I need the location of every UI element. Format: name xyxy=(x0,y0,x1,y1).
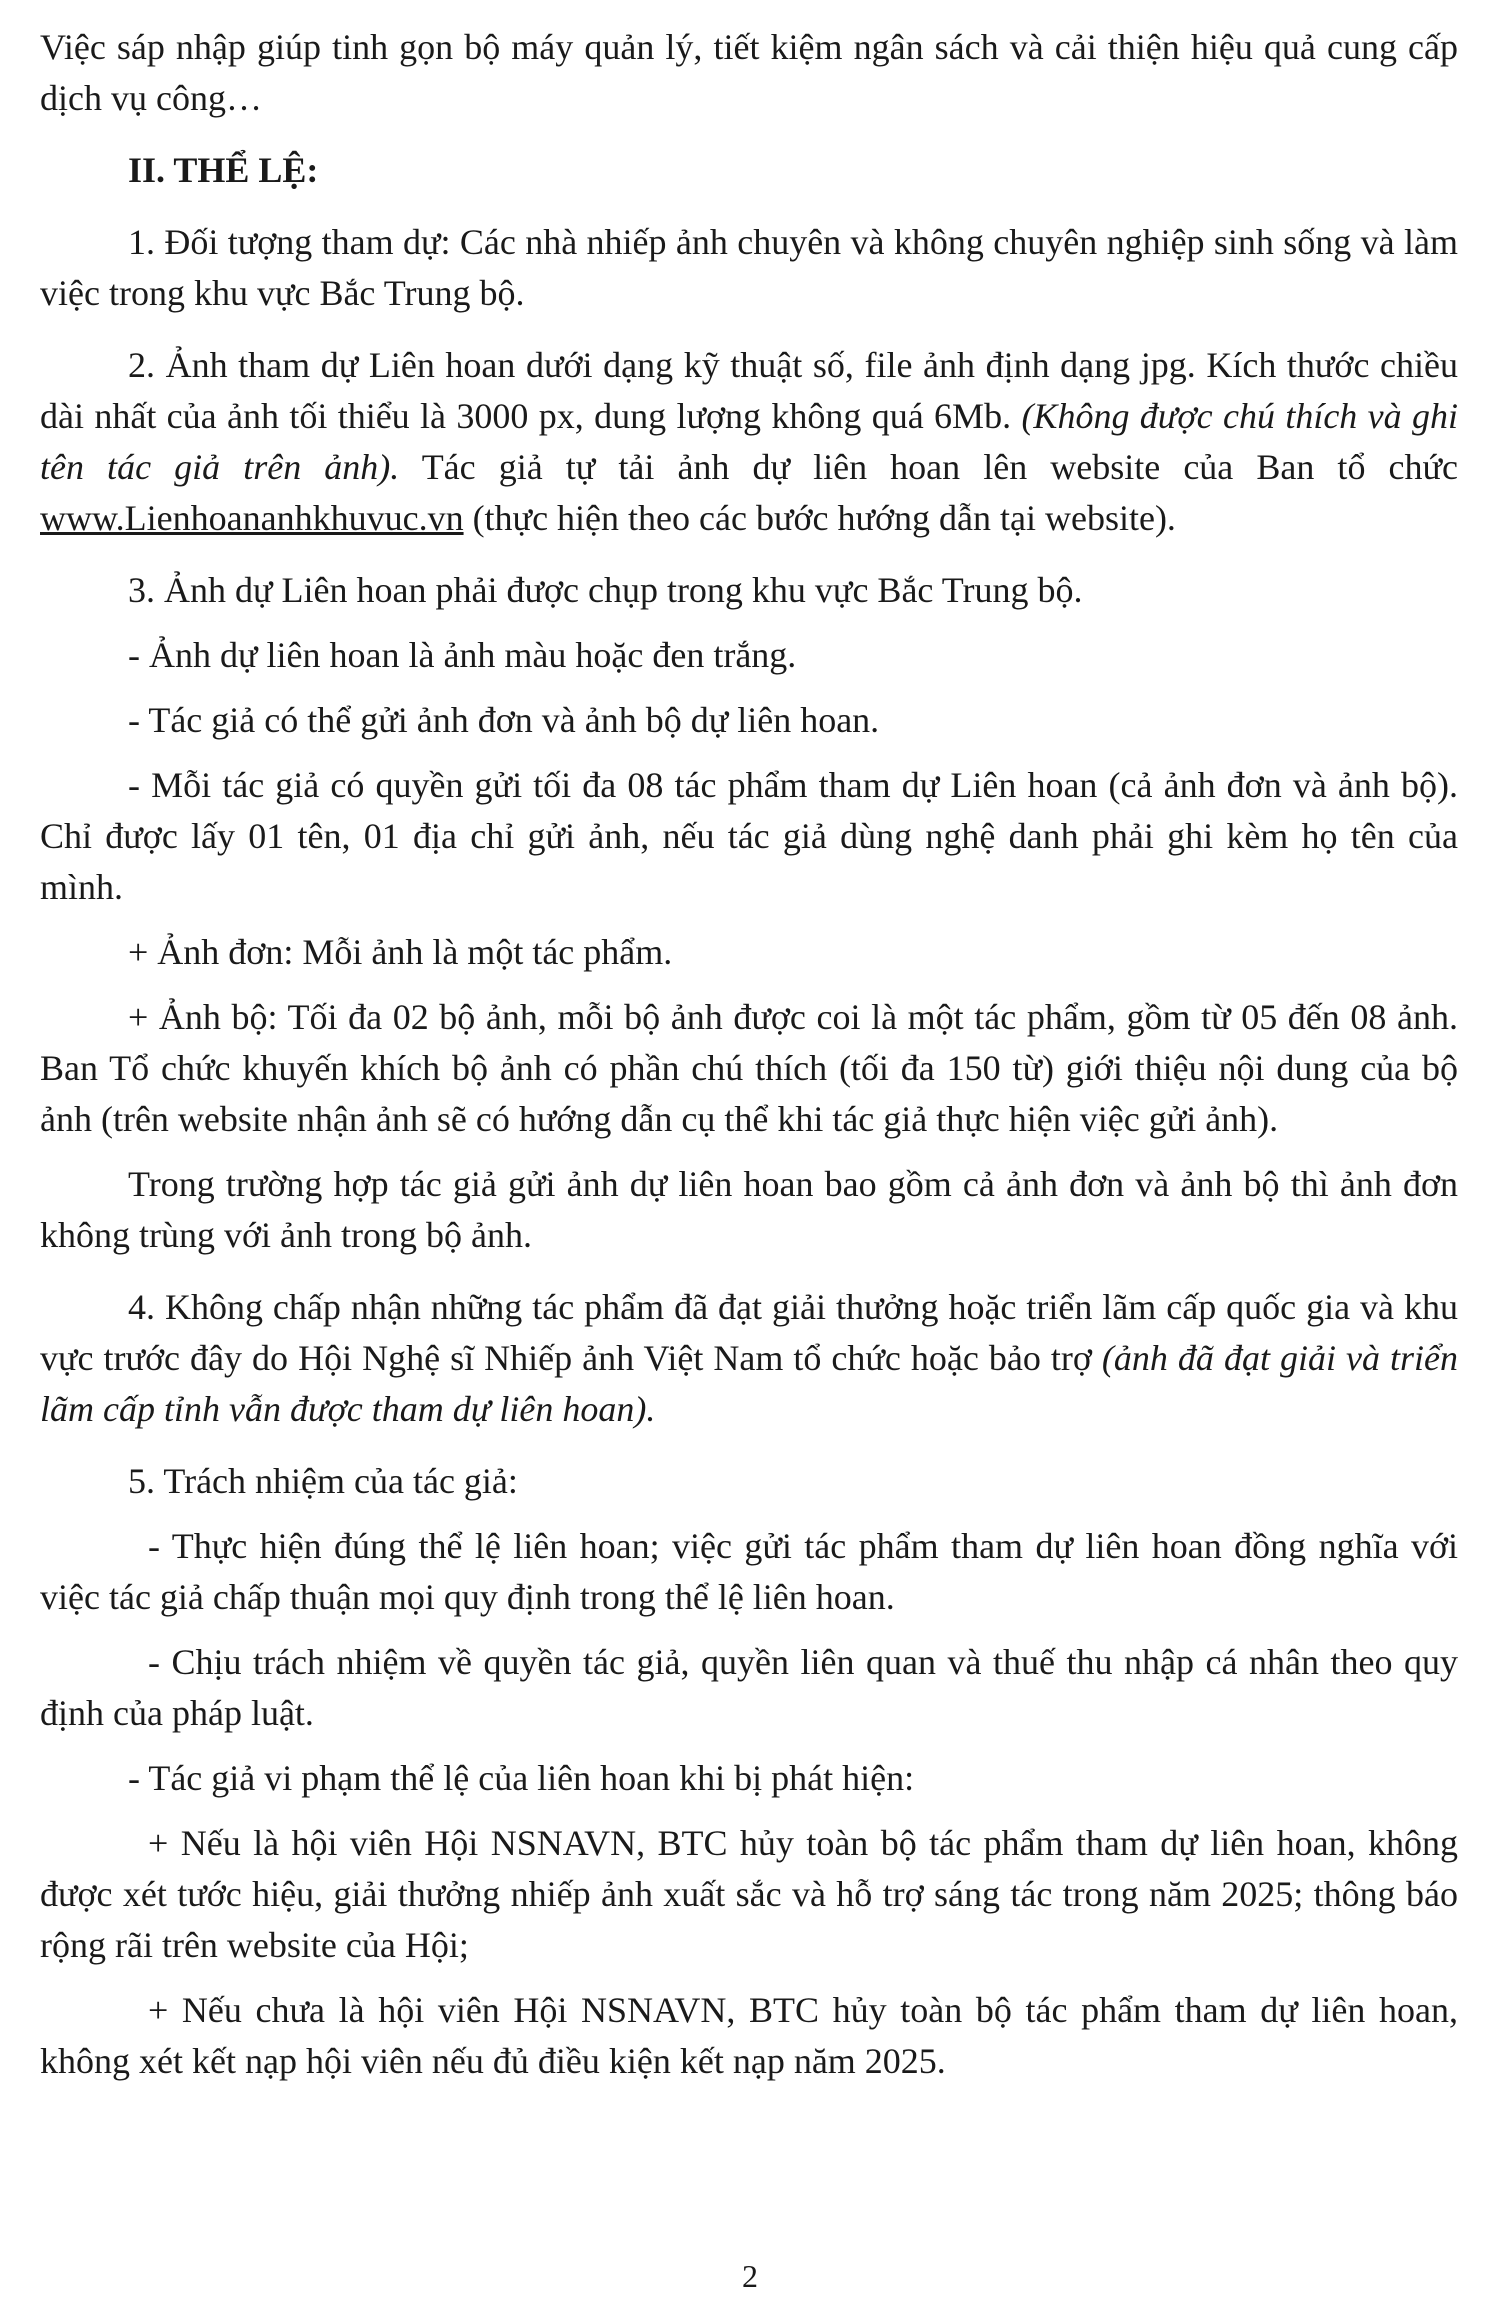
rule-item-2-italic-note: (Không được chú thích và ghi tên tác giả trên ảnh). xyxy=(40,396,1458,487)
section-heading: II. THỂ LỆ: xyxy=(128,150,319,190)
rule-item-4 xyxy=(40,1282,1458,1435)
document-page xyxy=(40,22,1458,2087)
rule-item-3-note: Trong trường hợp tác giả gửi ảnh dự liên hoan bao gồm cả ảnh đơn và ảnh bộ thì ảnh đơn không trùng với ảnh trong bộ ảnh. xyxy=(40,1164,1458,1255)
intro-paragraph: Việc sáp nhập giúp tinh gọn bộ máy quản lý, tiết kiệm ngân sách và cải thiện hiệu quả cung cấp dịch vụ công… xyxy=(40,27,1458,118)
rule-item-5-copyright: - Chịu trách nhiệm về quyền tác giả, quyền liên quan và thuế thu nhập cá nhân theo quy định của pháp luật. xyxy=(40,1642,1458,1733)
rule-item-2-text-c: (thực hiện theo các bước hướng dẫn tại website). xyxy=(463,498,1176,538)
rule-item-5-compliance: - Thực hiện đúng thể lệ liên hoan; việc gửi tác phẩm tham dự liên hoan đồng nghĩa với việc tác giả chấp thuận mọi quy định trong thể lệ liên hoan. xyxy=(40,1526,1458,1617)
rule-item-3-photo-set: + Ảnh bộ: Tối đa 02 bộ ảnh, mỗi bộ ảnh được coi là một tác phẩm, gồm từ 05 đến 08 ảnh. Ban Tổ chức khuyến khích bộ ảnh có phần chú thích (tối đa 150 từ) giới thiệu nội dung của bộ ảnh (trên website nhận ảnh sẽ có hướng dẫn cụ thể khi tác giả thực hiện việc gửi ảnh). xyxy=(40,997,1458,1139)
rule-item-3: 3. Ảnh dự Liên hoan phải được chụp trong khu vực Bắc Trung bộ. xyxy=(128,570,1083,610)
rule-item-3-limit: - Mỗi tác giả có quyền gửi tối đa 08 tác phẩm tham dự Liên hoan (cả ảnh đơn và ảnh bộ). Chỉ được lấy 01 tên, 01 địa chỉ gửi ảnh, nếu tác giả dùng nghệ danh phải ghi kèm họ tên của mình. xyxy=(40,765,1458,907)
rule-item-4-text: 4. Không chấp nhận những tác phẩm đã đạt giải thưởng hoặc triển lãm cấp quốc gia và khu vực trước đây do Hội Nghệ sĩ Nhiếp ảnh Việt Nam tổ chức hoặc bảo trợ xyxy=(40,1287,1458,1378)
website-link[interactable]: www.Lienhoananhkhuvuc.vn xyxy=(40,498,464,538)
rule-item-3-color: - Ảnh dự liên hoan là ảnh màu hoặc đen trắng. xyxy=(128,635,797,675)
rule-item-5: 5. Trách nhiệm của tác giả: xyxy=(128,1461,518,1501)
rule-item-2 xyxy=(40,340,1458,544)
rule-item-3-types: - Tác giả có thể gửi ảnh đơn và ảnh bộ dự liên hoan. xyxy=(128,700,880,740)
rule-item-5-violation: - Tác giả vi phạm thể lệ của liên hoan khi bị phát hiện: xyxy=(128,1758,915,1798)
rule-item-5-member-penalty: + Nếu là hội viên Hội NSNAVN, BTC hủy toàn bộ tác phẩm tham dự liên hoan, không được xét tước hiệu, giải thưởng nhiếp ảnh xuất sắc và hỗ trợ sáng tác trong năm 2025; thông báo rộng rãi trên website của Hội; xyxy=(40,1823,1458,1965)
rule-item-1: 1. Đối tượng tham dự: Các nhà nhiếp ảnh chuyên và không chuyên nghiệp sinh sống và làm việc trong khu vực Bắc Trung bộ. xyxy=(40,222,1458,313)
rule-item-2-text-a: 2. Ảnh tham dự Liên hoan dưới dạng kỹ thuật số, file ảnh định dạng jpg. Kích thước chiều dài nhất của ảnh tối thiểu là 3000 px, dung lượng không quá 6Mb. xyxy=(40,345,1458,436)
rule-item-5-nonmember-penalty: + Nếu chưa là hội viên Hội NSNAVN, BTC hủy toàn bộ tác phẩm tham dự liên hoan, không xét kết nạp hội viên nếu đủ điều kiện kết nạp năm 2025. xyxy=(40,1990,1458,2081)
rule-item-2-text-b: Tác giả tự tải ảnh dự liên hoan lên website của Ban tổ chức xyxy=(399,447,1458,487)
rule-item-3-single-photo: + Ảnh đơn: Mỗi ảnh là một tác phẩm. xyxy=(128,932,673,972)
page-number: 2 xyxy=(742,2258,758,2294)
rule-item-4-italic-note: (ảnh đã đạt giải và triển lãm cấp tỉnh vẫn được tham dự liên hoan). xyxy=(40,1338,1458,1429)
